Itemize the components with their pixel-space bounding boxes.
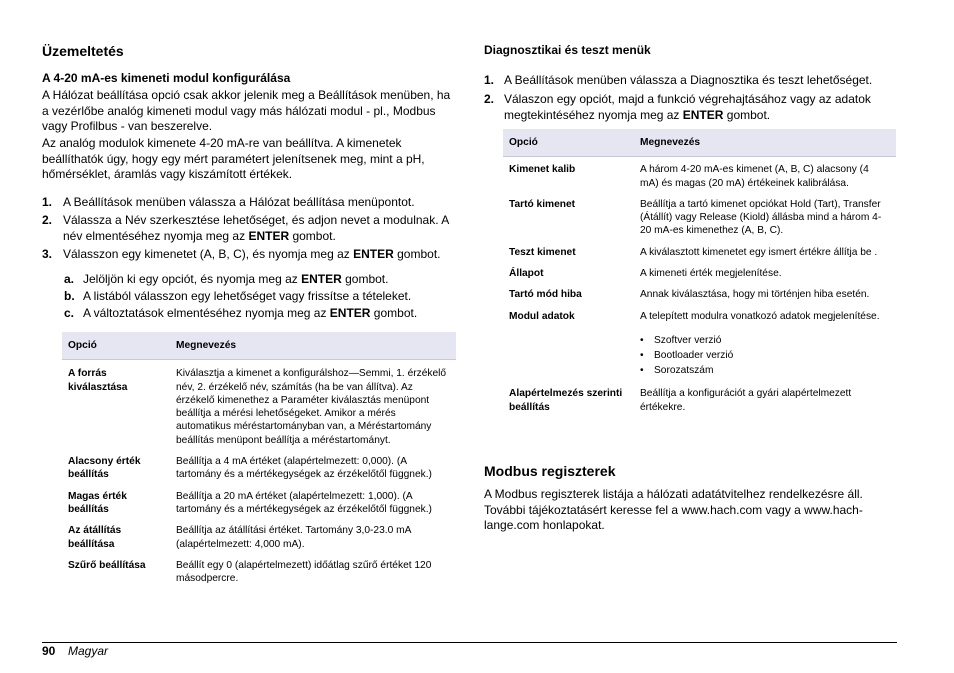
option-description xyxy=(634,302,896,380)
table-row xyxy=(503,238,896,259)
substep-text: A listából válasszon egy lehetőséget vagy frissítse a tételeket. xyxy=(83,289,412,303)
option-description: Beállít egy 0 (alapértelmezett) időátlag szűrő értéket 120 másodpercre. xyxy=(176,559,432,585)
option-name: Alacsony érték beállítás xyxy=(68,456,141,481)
table-row xyxy=(503,190,896,238)
substep-letter: b. xyxy=(64,289,75,303)
step-1 xyxy=(484,73,897,89)
option-name: Tartó kimenet xyxy=(509,198,576,210)
option-name: Alapértelmezés szerinti beállítás xyxy=(509,388,623,413)
diagnostics-options-table xyxy=(503,129,896,414)
option-description: Annak kiválasztása, hogy mi történjen hiba esetén. xyxy=(640,289,870,301)
paragraph-network-setup: A Hálózat beállítása opció csak akkor jelenik meg a Beállítások menüben, ha a vezérlőbe analóg kimeneti modul vagy más hálózati modul - pl., Modbus vagy Profilbus - van beszerelve. xyxy=(42,88,451,133)
column-header-option: Opció xyxy=(62,332,170,360)
option-description: Beállítja a konfigurációt a gyári alapértelmezett értékekre. xyxy=(640,388,852,413)
option-name: Tartó mód hiba xyxy=(509,289,582,301)
step-text: Válassza a Név szerkesztése lehetőséget, és adjon nevet a modulnak. A név elmentéséhez nyomja meg az ENTER gombot. xyxy=(63,213,449,243)
column-header-description: Megnevezés xyxy=(634,129,896,157)
subheading-4-20ma-config: A 4-20 mA-es kimeneti modul konfigurálása xyxy=(42,71,291,85)
table-row xyxy=(62,482,456,517)
table-row xyxy=(503,379,896,414)
option-description: Kiválasztja a kimenet a konfigurálshoz—Semmi, 1. érzékelő név, 2. érzékelő név, számítás (ha be van állítva). Az érzékelő kimenethez a Paraméter kiválasztás menüpont beállítja a mérési lehetőségeket. Amikor a mérés automatikus méréstartományban van, a Méréstartomány beállítás menüpont beállítja a méréstartományt. xyxy=(176,368,447,446)
substep-text: Jelöljön ki egy opciót, és nyomja meg az ENTER gombot. xyxy=(83,272,389,286)
module-info-list xyxy=(640,334,890,377)
table-header-row xyxy=(503,129,896,157)
option-name: A forrás kiválasztása xyxy=(68,368,128,393)
step-number: 1. xyxy=(484,73,495,87)
option-description: Beállítja a 20 mA értéket (alapértelmezett: 1,000). (A tartomány és a mértékegységek az érzékelőtől függnek.) xyxy=(176,490,432,515)
column-header-option: Opció xyxy=(503,129,634,157)
substep-c xyxy=(64,306,456,322)
step-1 xyxy=(42,195,456,211)
option-name: Az átállítás beállítása xyxy=(68,525,122,550)
substep-text: A változtatások elmentéséhez nyomja meg az ENTER gombot. xyxy=(83,306,418,320)
step-2 xyxy=(42,213,456,244)
column-header-description: Megnevezés xyxy=(170,332,456,360)
section-heading-operation: Üzemeltetés xyxy=(42,43,124,59)
option-description: A kimeneti érték megjelenítése. xyxy=(640,268,782,280)
step-text: Válasszon egy kimenetet (A, B, C), és nyomja meg az ENTER gombot. xyxy=(63,247,441,261)
subheading-diagnostics: Diagnosztikai és teszt menük xyxy=(484,43,651,57)
paragraph-analog-output: Az analóg modulok kimenete 4-20 mA-re van beállítva. A kimenetek beállíthatók úgy, hogy egy mért paramétert jelenítsenek meg, mint a pH, hőmérséklet, áramlás vagy kiszámított értékek. xyxy=(42,136,425,181)
step-number: 2. xyxy=(42,213,53,227)
substep-b xyxy=(64,289,456,305)
table-row xyxy=(62,360,456,447)
option-description: A kiválasztott kimenetet egy ismert értékre állítja be . xyxy=(640,246,878,258)
step-2 xyxy=(484,92,897,123)
option-description-text: A telepített modulra vonatkozó adatok megjelenítése. xyxy=(640,310,880,322)
option-name: Szűrő beállítása xyxy=(68,559,146,571)
option-name: Modul adatok xyxy=(509,310,575,322)
option-name: Kimenet kalib xyxy=(509,164,576,176)
footer-divider xyxy=(42,642,897,643)
list-item: • Bootloader verzió xyxy=(640,349,890,362)
option-description: A három 4-20 mA-es kimenet (A, B, C) alacsony (4 mA) és magas (20 mA) értékeinek kalibrálása. xyxy=(640,164,869,189)
option-name: Állapot xyxy=(509,268,544,280)
substep-letter: c. xyxy=(64,306,75,320)
table-row xyxy=(503,302,896,380)
step-text: Válaszon egy opciót, majd a funkció végrehajtásához vagy az adatok megtekintéséhez nyomja meg az ENTER gombot. xyxy=(504,92,871,122)
step-3 xyxy=(42,247,456,263)
page-number: 90 xyxy=(42,644,56,658)
option-name: Magas érték beállítás xyxy=(68,490,127,515)
step-number: 3. xyxy=(42,247,53,261)
option-description: Beállítja a 4 mA értéket (alapértelmezett: 0,000). (A tartomány és a mértékegységek az érzékelőtől függnek.) xyxy=(176,456,432,481)
table-row xyxy=(62,551,456,586)
list-item: • Sorozatszám xyxy=(640,364,890,377)
footer-language: Magyar xyxy=(68,644,109,658)
step-text: A Beállítások menüben válassza a Diagnosztika és teszt lehetőséget. xyxy=(504,73,873,87)
step-number: 2. xyxy=(484,92,495,106)
option-description: Beállítja az átállítási értéket. Tartomány 3,0-23.0 mA (alapértelmezett: 4,000 mA). xyxy=(176,525,411,550)
table-row xyxy=(62,516,456,551)
output-options-table xyxy=(62,332,456,585)
table-row xyxy=(503,280,896,301)
list-item: • Szoftver verzió xyxy=(640,334,890,347)
section-heading-modbus: Modbus regiszterek xyxy=(484,463,616,479)
table-row xyxy=(62,447,456,482)
substep-letter: a. xyxy=(64,272,75,286)
table-row xyxy=(503,157,896,190)
option-description: Beállítja a tartó kimenet opciókat Hold (Tart), Transfer (Átállít) vagy Release (Kiold) állásba mind a három 4-20 mA-es kimenethez (A, B, C). xyxy=(640,198,882,237)
table-row xyxy=(503,259,896,280)
step-number: 1. xyxy=(42,195,53,209)
paragraph-modbus: A Modbus regiszterek listája a hálózati adatátvitelhez rendelkezésre áll. További tájékoztatásért keresse fel a www.hach.com vagy a www.hach-lange.com honlapokat. xyxy=(484,487,863,532)
option-name: Teszt kimenet xyxy=(509,246,576,258)
step-text: A Beállítások menüben válassza a Hálózat beállítása menüpontot. xyxy=(63,195,415,209)
table-header-row xyxy=(62,332,456,360)
substep-a xyxy=(64,272,456,288)
